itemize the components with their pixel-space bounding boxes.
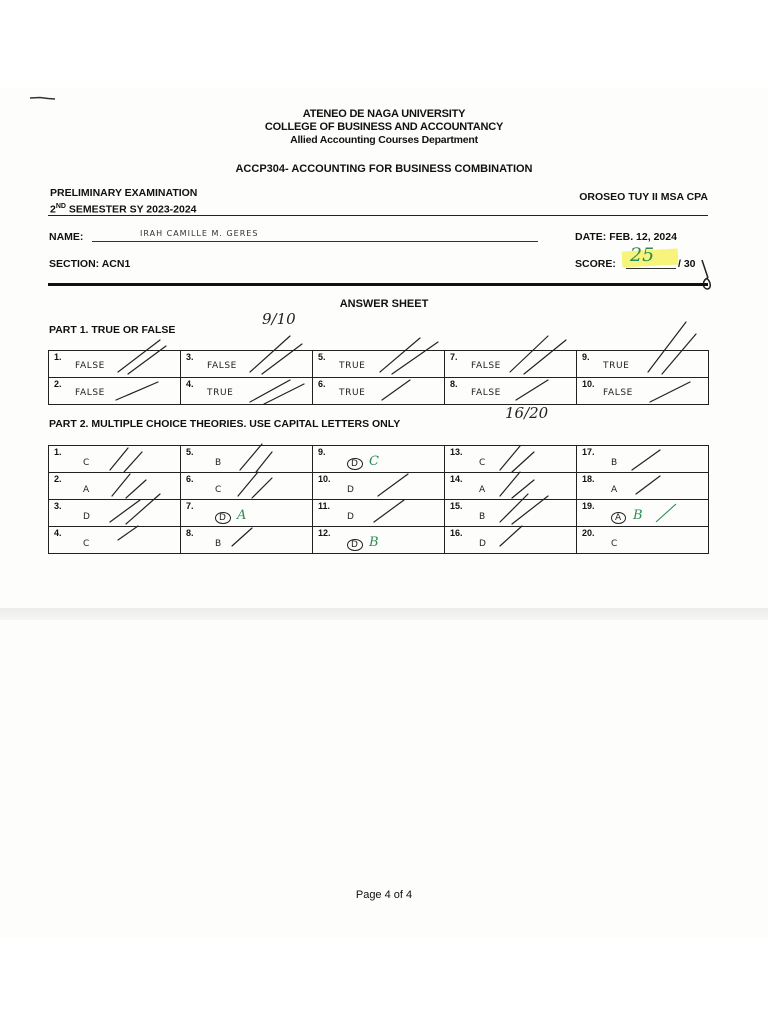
item-number: 9. (318, 447, 326, 457)
table-row (49, 500, 709, 527)
item-number: 9. (582, 352, 590, 362)
item-number: 20. (582, 528, 595, 538)
divider (48, 215, 708, 216)
item-number: 14. (450, 474, 463, 484)
answer-cell (445, 527, 577, 554)
item-answer: TRUE (603, 361, 630, 371)
answer-cell (313, 378, 445, 405)
item-number: 4. (54, 528, 62, 538)
item-answer: C (479, 458, 486, 468)
item-answer: FALSE (75, 361, 105, 371)
correction-mark: A (237, 508, 247, 523)
answer-cell (49, 378, 181, 405)
name-underline (92, 241, 538, 242)
item-answer: D (215, 512, 231, 524)
answer-cell (445, 473, 577, 500)
item-number: 12. (318, 528, 331, 538)
college-name: COLLEGE OF BUSINESS AND ACCOUNTANCY (264, 121, 504, 133)
answer-cell (49, 500, 181, 527)
item-number: 16. (450, 528, 463, 538)
check-mark-icon (698, 256, 718, 292)
item-answer: D (347, 458, 363, 470)
date-label: DATE: FEB. 12, 2024 (575, 231, 677, 243)
item-number: 10. (318, 474, 331, 484)
answer-cell (181, 527, 313, 554)
item-answer: D (347, 512, 355, 522)
part2-score: 16/20 (505, 404, 549, 422)
item-answer: C (83, 539, 90, 549)
table-row (49, 527, 709, 554)
item-number: 7. (186, 501, 194, 511)
item-number: 2. (54, 474, 62, 484)
header (0, 108, 768, 147)
answer-cell (313, 351, 445, 378)
university-name: ATENEO DE NAGA UNIVERSITY (302, 108, 466, 120)
instructor-name: OROSEO TUY II MSA CPA (579, 191, 708, 203)
item-answer: D (347, 485, 355, 495)
item-answer: FALSE (471, 388, 501, 398)
part2-table (48, 445, 709, 554)
answer-cell (445, 446, 577, 473)
answer-cell (577, 378, 709, 405)
answer-cell (445, 500, 577, 527)
item-answer: B (215, 539, 222, 549)
semester: 2ND SEMESTER SY 2023-2024 (50, 203, 197, 216)
table-row (49, 473, 709, 500)
table-row (49, 378, 709, 405)
answer-cell (577, 446, 709, 473)
item-answer: C (611, 539, 618, 549)
thick-divider (48, 283, 708, 286)
item-number: 17. (582, 447, 595, 457)
item-number: 2. (54, 379, 62, 389)
section-label: SECTION: ACN1 (49, 258, 131, 270)
score-underline (626, 268, 676, 269)
department-name: Allied Accounting Courses Department (290, 134, 478, 146)
course-title: ACCP304- ACCOUNTING FOR BUSINESS COMBINATION (235, 163, 533, 175)
item-answer: C (215, 485, 222, 495)
answer-cell (577, 351, 709, 378)
part2-label: PART 2. MULTIPLE CHOICE THEORIES. USE CAPITAL LETTERS ONLY (49, 418, 401, 430)
item-number: 4. (186, 379, 194, 389)
item-answer: TRUE (207, 388, 234, 398)
item-answer: A (479, 485, 486, 495)
answer-cell (181, 500, 313, 527)
answer-cell (313, 500, 445, 527)
item-number: 1. (54, 352, 62, 362)
answer-cell (577, 473, 709, 500)
score-total: / 30 (678, 258, 696, 270)
part1-table (48, 350, 709, 405)
item-number: 5. (186, 447, 194, 457)
page-fold-shadow (0, 608, 768, 620)
item-number: 15. (450, 501, 463, 511)
item-number: 7. (450, 352, 458, 362)
item-answer: B (611, 458, 618, 468)
item-answer: D (83, 512, 91, 522)
item-answer: B (215, 458, 222, 468)
item-answer: FALSE (75, 388, 105, 398)
item-number: 6. (318, 379, 326, 389)
item-answer: C (83, 458, 90, 468)
item-number: 5. (318, 352, 326, 362)
answer-cell (181, 378, 313, 405)
scan-mark (28, 96, 58, 100)
answer-cell (181, 351, 313, 378)
answer-cell (313, 473, 445, 500)
item-answer: D (347, 539, 363, 551)
item-answer: A (83, 485, 90, 495)
answer-cell (445, 378, 577, 405)
item-answer: FALSE (471, 361, 501, 371)
item-answer: D (479, 539, 487, 549)
answer-cell (181, 446, 313, 473)
answer-cell (49, 527, 181, 554)
score-value: 25 (630, 244, 655, 266)
item-number: 3. (186, 352, 194, 362)
answer-cell (49, 473, 181, 500)
item-number: 19. (582, 501, 595, 511)
answer-cell (49, 351, 181, 378)
item-number: 8. (450, 379, 458, 389)
answer-cell (313, 446, 445, 473)
item-answer: TRUE (339, 361, 366, 371)
item-answer: FALSE (207, 361, 237, 371)
item-number: 6. (186, 474, 194, 484)
answer-cell (577, 527, 709, 554)
item-number: 1. (54, 447, 62, 457)
item-number: 8. (186, 528, 194, 538)
score-label: SCORE: (575, 258, 616, 270)
item-answer: A (611, 485, 618, 495)
item-answer: B (479, 512, 486, 522)
item-answer: TRUE (339, 388, 366, 398)
answer-cell (577, 500, 709, 527)
answer-sheet-title: ANSWER SHEET (339, 298, 429, 310)
part1-label: PART 1. TRUE OR FALSE (49, 324, 176, 336)
answer-cell (49, 446, 181, 473)
answer-cell (181, 473, 313, 500)
item-number: 11. (318, 501, 331, 511)
name-label: NAME: (49, 231, 84, 243)
item-number: 18. (582, 474, 595, 484)
exam-info (50, 187, 197, 217)
page-number: Page 4 of 4 (355, 889, 413, 901)
correction-mark: C (369, 454, 379, 469)
answer-cell (313, 527, 445, 554)
table-row (49, 351, 709, 378)
part1-score: 9/10 (262, 310, 296, 328)
item-number: 10. (582, 379, 595, 389)
item-answer: FALSE (603, 388, 633, 398)
answer-cell (445, 351, 577, 378)
correction-mark: B (633, 508, 643, 523)
table-row (49, 446, 709, 473)
exam-title: PRELIMINARY EXAMINATION (50, 187, 198, 199)
item-answer: A (611, 512, 626, 524)
item-number: 13. (450, 447, 463, 457)
name-value: IRAH CAMILLE M. GERES (140, 229, 259, 238)
correction-mark: B (369, 535, 379, 550)
item-number: 3. (54, 501, 62, 511)
